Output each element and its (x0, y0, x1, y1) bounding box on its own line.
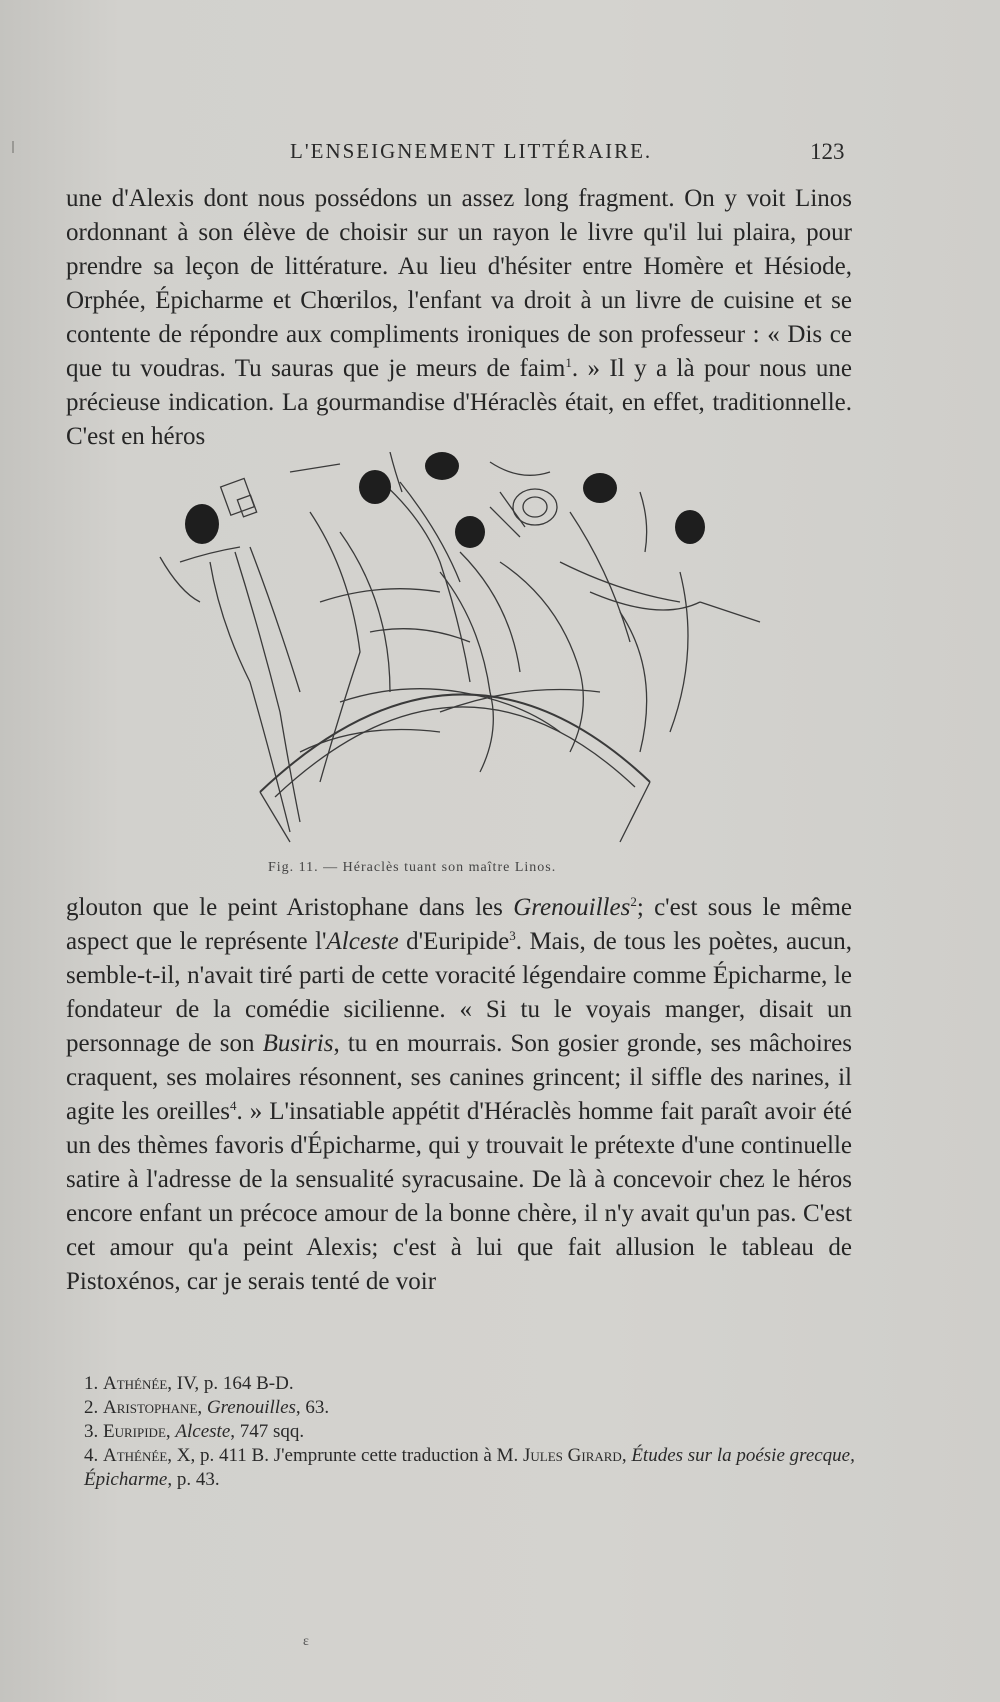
figure-caption: Fig. 11. — Héraclès tuant son maître Linos. (268, 860, 557, 875)
work-title-alceste: Alceste (326, 928, 399, 955)
footnote-author: Euripide (103, 1421, 166, 1442)
footnote-number: 2. (84, 1397, 103, 1418)
paragraph-1 (66, 182, 852, 454)
footnote-text: , IV, p. 164 B-D. (167, 1373, 294, 1394)
footnote-author: Athénée (103, 1373, 168, 1394)
paragraph-2-text: . Mais, de tous les poètes, aucun, semble-t-il, n'avait tiré parti de cette voracité légendaire comme Épicharme, le fondateur de la comédie sicilienne. « Si tu le voyais manger, disait un personnage de son (66, 928, 852, 1057)
footnotes (84, 1372, 864, 1492)
page-number: 123 (810, 139, 845, 164)
footnote-number: 1. (84, 1373, 103, 1394)
footnote-work: Alceste (175, 1421, 231, 1442)
footnote-text: , p. 43. (167, 1469, 220, 1490)
footnote-1 (84, 1372, 864, 1396)
paragraph-2-text: ; c'est sous le même aspect que le représente l' (66, 894, 852, 955)
footnote-ref-1: 1 (565, 355, 572, 370)
footnote-text: , X, p. 411 B. J'emprunte cette traduction à M. (167, 1445, 523, 1466)
running-title: L'ENSEIGNEMENT LITTÉRAIRE. (290, 139, 653, 163)
footnote-2 (84, 1396, 864, 1420)
work-title-grenouilles: Grenouilles (513, 894, 631, 921)
paragraph-2-text: . » L'insatiable appétit d'Héraclès homme fait paraît avoir été un des thèmes favoris d'Épicharme, qui y trouvait le prétexte d'une continuelle satire à l'adresse de la sensualité syracusaine. De là à concevoir chez le héros encore enfant un précoce amour de la bonne chère, il n'y avait qu'un pas. C'est cet amour qu'a peint Alexis; c'est à lui que fait allusion le tableau de Pistoxénos, car je serais tenté de voir (66, 1098, 852, 1295)
work-title-busiris: Busiris (262, 1030, 334, 1057)
footnote-number: 3. (84, 1421, 103, 1442)
footnote-author: Jules Girard (523, 1445, 622, 1466)
footnote-separator: , (197, 1397, 207, 1418)
footnote-separator: , (621, 1445, 632, 1466)
footnote-ref-2: 2 (630, 894, 637, 909)
paragraph-2-text: d'Euripide (398, 928, 510, 955)
footnote-separator: , (165, 1421, 176, 1442)
footnote-4 (84, 1444, 864, 1492)
footnote-text: , 63. (295, 1397, 330, 1418)
paragraph-1-text-cont: . » Il y a là pour nous une précieuse indication. La gourmandise d'Héraclès était, en effet, traditionnelle. C'est en héros (66, 355, 852, 450)
footnote-text: , 747 sqq. (230, 1421, 305, 1442)
crop-mark (12, 141, 14, 153)
footnote-3 (84, 1420, 864, 1444)
footnote-number: 4. (84, 1445, 103, 1466)
footnote-author: Aristophane (103, 1397, 198, 1418)
signature-mark: ε (303, 1634, 309, 1649)
footnote-author: Athénée (103, 1445, 168, 1466)
paragraph-2 (66, 891, 852, 1299)
footnote-work: Études sur la poésie grecque, Épicharme (84, 1445, 855, 1490)
paragraph-2-text: , tu en mourrais. Son gosier gronde, ses mâchoires craquent, ses molaires résonnent, ses canines grincent; il siffle des narines, il agite les oreilles (66, 1030, 852, 1125)
footnote-work: Grenouilles (206, 1397, 296, 1418)
vase-painting-figure (140, 452, 780, 852)
paragraph-1-text: une d'Alexis dont nous possédons un assez long fragment. On y voit Linos ordonnant à son élève de choisir sur un rayon le livre qu'il lui plaira, pour prendre sa leçon de littérature. Au lieu d'hésiter entre Homère et Hésiode, Orphée, Épicharme et Chœrilos, l'enfant va droit à un livre de cuisine et se contente de répondre aux compliments ironiques de son professeur : « Dis ce que tu voudras. Tu sauras que je meurs de faim (66, 185, 852, 382)
vase-illustration (140, 452, 780, 852)
footnote-ref-4: 4 (229, 1098, 237, 1113)
footnote-ref-3: 3 (509, 928, 516, 943)
paragraph-2-text: glouton que le peint Aristophane dans les (66, 894, 514, 921)
